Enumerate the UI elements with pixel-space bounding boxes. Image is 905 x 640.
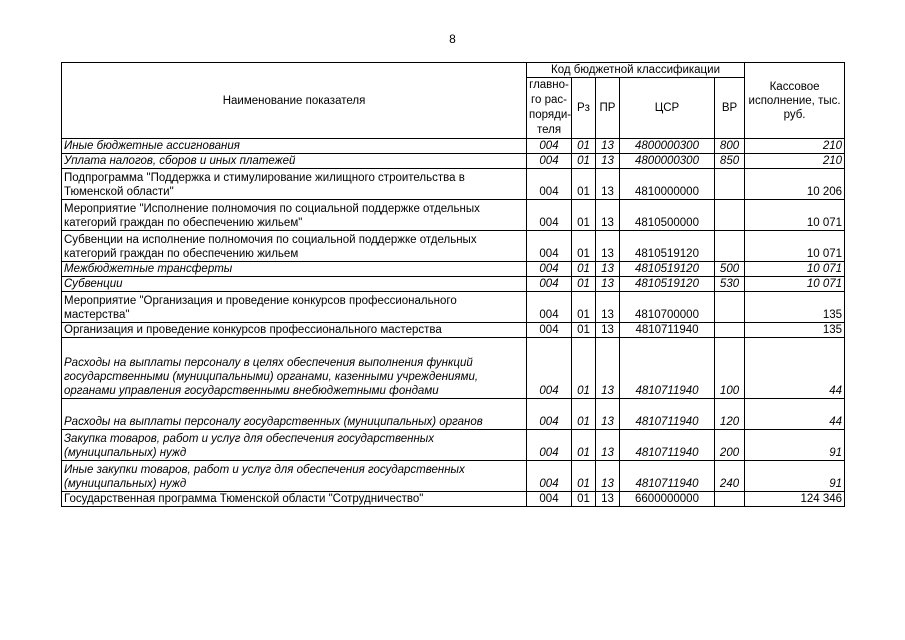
cell-amount: 91 bbox=[745, 461, 845, 492]
cell-glav: 004 bbox=[527, 277, 572, 292]
cell-glav: 004 bbox=[527, 492, 572, 507]
cell-vr bbox=[715, 200, 745, 231]
cell-pr: 13 bbox=[596, 262, 620, 277]
table-body bbox=[62, 139, 845, 507]
cell-csr: 4810500000 bbox=[620, 200, 715, 231]
cell-csr: 4810711940 bbox=[620, 399, 715, 430]
cell-amount: 210 bbox=[745, 154, 845, 169]
header-code-group: Код бюджетной классификации bbox=[527, 63, 745, 78]
cell-pr: 13 bbox=[596, 154, 620, 169]
cell-amount: 10 071 bbox=[745, 231, 845, 262]
page-number: 8 bbox=[449, 32, 456, 46]
cell-csr: 4810711940 bbox=[620, 430, 715, 461]
cell-name: Уплата налогов, сборов и иных платежей bbox=[62, 154, 527, 169]
cell-csr: 4810519120 bbox=[620, 231, 715, 262]
table-row bbox=[62, 231, 845, 262]
table-row bbox=[62, 139, 845, 154]
cell-pr: 13 bbox=[596, 231, 620, 262]
table-row bbox=[62, 399, 845, 430]
header-rz: Рз bbox=[572, 78, 596, 139]
cell-rz: 01 bbox=[572, 262, 596, 277]
cell-csr: 4810000000 bbox=[620, 169, 715, 200]
cell-glav: 004 bbox=[527, 461, 572, 492]
cell-amount: 44 bbox=[745, 399, 845, 430]
cell-rz: 01 bbox=[572, 461, 596, 492]
header-name: Наименование показателя bbox=[62, 63, 527, 139]
cell-csr: 4810700000 bbox=[620, 292, 715, 323]
cell-amount: 135 bbox=[745, 292, 845, 323]
cell-rz: 01 bbox=[572, 154, 596, 169]
cell-name: Мероприятие "Организация и проведение конкурсов профессионального мастерства" bbox=[62, 292, 527, 323]
cell-vr bbox=[715, 323, 745, 338]
cell-glav: 004 bbox=[527, 430, 572, 461]
cell-pr: 13 bbox=[596, 430, 620, 461]
cell-name: Субвенции на исполнение полномочия по социальной поддержке отдельных категорий граждан по обеспечению жильем bbox=[62, 231, 527, 262]
cell-rz: 01 bbox=[572, 492, 596, 507]
table-row bbox=[62, 277, 845, 292]
cell-vr bbox=[715, 169, 745, 200]
cell-amount: 91 bbox=[745, 430, 845, 461]
cell-glav: 004 bbox=[527, 399, 572, 430]
cell-name: Расходы на выплаты персоналу государственных (муниципальных) органов bbox=[62, 399, 527, 430]
cell-pr: 13 bbox=[596, 399, 620, 430]
cell-csr: 4810519120 bbox=[620, 277, 715, 292]
table-row bbox=[62, 154, 845, 169]
cell-rz: 01 bbox=[572, 139, 596, 154]
cell-rz: 01 bbox=[572, 430, 596, 461]
cell-vr: 800 bbox=[715, 139, 745, 154]
cell-csr: 4810519120 bbox=[620, 262, 715, 277]
cell-amount: 124 346 bbox=[745, 492, 845, 507]
header-pr: ПР bbox=[596, 78, 620, 139]
cell-name: Иные закупки товаров, работ и услуг для обеспечения государственных (муниципальных) нужд bbox=[62, 461, 527, 492]
table-row bbox=[62, 292, 845, 323]
cell-rz: 01 bbox=[572, 292, 596, 323]
cell-name: Субвенции bbox=[62, 277, 527, 292]
cell-rz: 01 bbox=[572, 338, 596, 399]
cell-name: Закупка товаров, работ и услуг для обеспечения государственных (муниципальных) нужд bbox=[62, 430, 527, 461]
cell-pr: 13 bbox=[596, 338, 620, 399]
cell-vr bbox=[715, 292, 745, 323]
cell-glav: 004 bbox=[527, 292, 572, 323]
cell-glav: 004 bbox=[527, 169, 572, 200]
table-row bbox=[62, 430, 845, 461]
cell-name: Расходы на выплаты персоналу в целях обеспечения выполнения функций государственными (муниципальными) органами, казенными учреждениями, органами управления государственными внебюджетными фондами bbox=[62, 338, 527, 399]
cell-rz: 01 bbox=[572, 277, 596, 292]
cell-csr: 4810711940 bbox=[620, 323, 715, 338]
table-row bbox=[62, 200, 845, 231]
header-csr: ЦСР bbox=[620, 78, 715, 139]
cell-rz: 01 bbox=[572, 169, 596, 200]
header-glav: главно-го рас-поряди-теля bbox=[527, 78, 572, 139]
cell-glav: 004 bbox=[527, 139, 572, 154]
budget-table bbox=[61, 62, 845, 507]
cell-csr: 4810711940 bbox=[620, 461, 715, 492]
cell-name: Межбюджетные трансферты bbox=[62, 262, 527, 277]
cell-name: Организация и проведение конкурсов профессионального мастерства bbox=[62, 323, 527, 338]
cell-glav: 004 bbox=[527, 231, 572, 262]
header-vr: ВР bbox=[715, 78, 745, 139]
cell-rz: 01 bbox=[572, 200, 596, 231]
cell-glav: 004 bbox=[527, 262, 572, 277]
cell-csr: 6600000000 bbox=[620, 492, 715, 507]
cell-amount: 10 071 bbox=[745, 200, 845, 231]
table-row bbox=[62, 461, 845, 492]
cell-vr: 100 bbox=[715, 338, 745, 399]
header-amount: Кассовое исполнение, тыс. руб. bbox=[745, 63, 845, 139]
cell-name: Иные бюджетные ассигнования bbox=[62, 139, 527, 154]
cell-glav: 004 bbox=[527, 154, 572, 169]
cell-vr: 530 bbox=[715, 277, 745, 292]
cell-pr: 13 bbox=[596, 292, 620, 323]
cell-pr: 13 bbox=[596, 169, 620, 200]
cell-pr: 13 bbox=[596, 200, 620, 231]
cell-csr: 4800000300 bbox=[620, 154, 715, 169]
table-row bbox=[62, 338, 845, 399]
table-row bbox=[62, 262, 845, 277]
cell-glav: 004 bbox=[527, 200, 572, 231]
cell-pr: 13 bbox=[596, 277, 620, 292]
cell-csr: 4800000300 bbox=[620, 139, 715, 154]
cell-name: Государственная программа Тюменской области "Сотрудничество" bbox=[62, 492, 527, 507]
table-row bbox=[62, 492, 845, 507]
cell-rz: 01 bbox=[572, 231, 596, 262]
cell-glav: 004 bbox=[527, 338, 572, 399]
table-row bbox=[62, 323, 845, 338]
cell-vr: 240 bbox=[715, 461, 745, 492]
cell-pr: 13 bbox=[596, 323, 620, 338]
cell-amount: 210 bbox=[745, 139, 845, 154]
cell-glav: 004 bbox=[527, 323, 572, 338]
cell-name: Подпрограмма "Поддержка и стимулирование жилищного строительства в Тюменской области" bbox=[62, 169, 527, 200]
cell-amount: 10 071 bbox=[745, 262, 845, 277]
cell-rz: 01 bbox=[572, 399, 596, 430]
cell-rz: 01 bbox=[572, 323, 596, 338]
table-row bbox=[62, 169, 845, 200]
cell-vr: 850 bbox=[715, 154, 745, 169]
cell-pr: 13 bbox=[596, 461, 620, 492]
cell-vr bbox=[715, 231, 745, 262]
cell-amount: 10 206 bbox=[745, 169, 845, 200]
cell-pr: 13 bbox=[596, 139, 620, 154]
cell-pr: 13 bbox=[596, 492, 620, 507]
cell-amount: 10 071 bbox=[745, 277, 845, 292]
cell-csr: 4810711940 bbox=[620, 338, 715, 399]
cell-vr: 120 bbox=[715, 399, 745, 430]
cell-name: Мероприятие "Исполнение полномочия по социальной поддержке отдельных категорий граждан по обеспечению жильем" bbox=[62, 200, 527, 231]
cell-amount: 44 bbox=[745, 338, 845, 399]
cell-vr: 200 bbox=[715, 430, 745, 461]
cell-amount: 135 bbox=[745, 323, 845, 338]
cell-vr bbox=[715, 492, 745, 507]
cell-vr: 500 bbox=[715, 262, 745, 277]
